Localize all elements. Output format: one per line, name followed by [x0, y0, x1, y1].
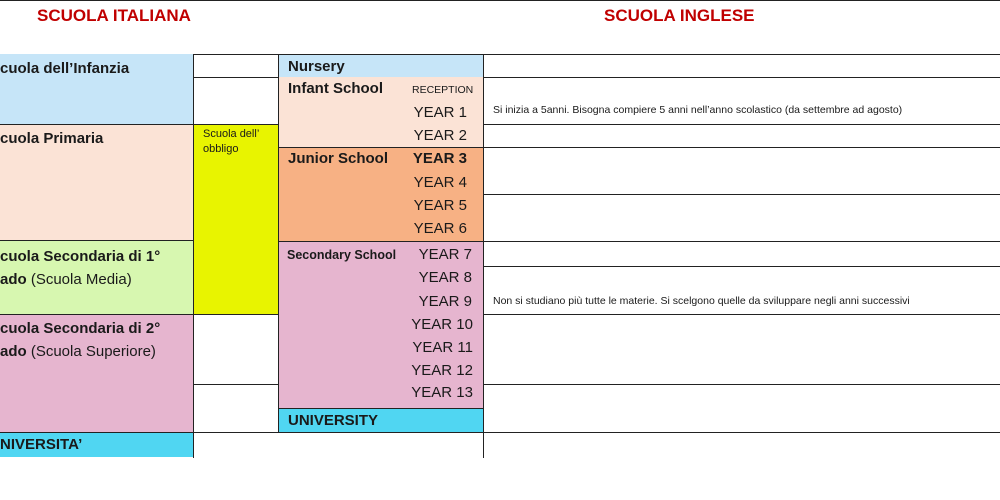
secondaria1-line2-normal: (Scuola Media) — [26, 271, 132, 288]
secondaria2-line2-normal: (Scuola Superiore) — [26, 343, 156, 360]
grid-line — [193, 77, 278, 78]
year-label: YEAR 9 — [418, 293, 472, 310]
grid-line — [193, 54, 1000, 55]
note-year1: Si inizia a 5anni. Bisogna compiere 5 anni nell’anno scolastico (da settembre ad agosto) — [493, 104, 903, 116]
grid-line — [483, 194, 1000, 195]
grid-line — [483, 124, 1000, 125]
university-label: UNIVERSITY — [288, 412, 379, 429]
year-label: YEAR 10 — [411, 316, 473, 333]
year-label: YEAR 6 — [413, 220, 467, 237]
year-label: YEAR 4 — [413, 174, 467, 191]
grid-line — [278, 54, 279, 432]
grid-line — [278, 408, 483, 409]
year-label: YEAR 7 — [418, 246, 472, 263]
secondaria1-line2 — [0, 268, 193, 291]
grid-line — [0, 240, 193, 241]
grid-line — [278, 241, 1000, 242]
junior-label: Junior School — [288, 150, 389, 167]
year-label: YEAR 3 — [412, 150, 467, 167]
grid-line — [193, 384, 278, 385]
grid-line — [278, 147, 1000, 148]
grid-line — [483, 77, 1000, 78]
obbligo-line1: Scuola dell’ — [203, 128, 260, 140]
year-label: YEAR 1 — [413, 104, 467, 121]
secondaria2-line2-bold: ado — [0, 343, 27, 360]
obbligo-line2: obbligo — [203, 143, 239, 155]
nursery-label: Nursery — [288, 58, 345, 75]
year-label: YEAR 2 — [413, 127, 467, 144]
infant-label: Infant School — [288, 80, 383, 97]
secondaria2-line2 — [0, 340, 193, 363]
grid-line — [483, 314, 1000, 315]
english-school-heading: SCUOLA INGLESE — [604, 6, 755, 25]
year-label: YEAR 13 — [411, 384, 473, 401]
grid-line — [483, 384, 1000, 385]
year-label: YEAR 8 — [418, 269, 472, 286]
secondaria1-line2-bold: ado — [0, 271, 27, 288]
secondaria1-line1: cuola Secondaria di 1° — [0, 248, 161, 265]
primaria-label: cuola Primaria — [0, 130, 104, 147]
obbligo-label — [203, 127, 275, 157]
secondary-label: Secondary School — [287, 248, 397, 262]
year-label: YEAR 12 — [411, 362, 473, 379]
secondaria2-line1: cuola Secondaria di 2° — [0, 320, 161, 337]
year-label: YEAR 11 — [412, 339, 473, 356]
universita-label: NIVERSITA’ — [0, 436, 83, 453]
grid-line — [0, 432, 1000, 433]
grid-line — [483, 266, 1000, 267]
top-border — [0, 0, 1000, 1]
grid-line — [483, 54, 484, 458]
grid-line — [193, 54, 194, 458]
infanzia-label: cuola dell’Infanzia — [0, 60, 130, 77]
secondaria2-label — [0, 314, 193, 363]
reception-label: RECEPTION — [412, 84, 474, 96]
year-label: YEAR 5 — [413, 197, 467, 214]
secondaria1-label — [0, 242, 193, 291]
italian-school-heading: SCUOLA ITALIANA — [37, 6, 191, 25]
note-year9: Non si studiano più tutte le materie. Si scelgono quelle da sviluppare negli anni successivi — [493, 295, 910, 307]
